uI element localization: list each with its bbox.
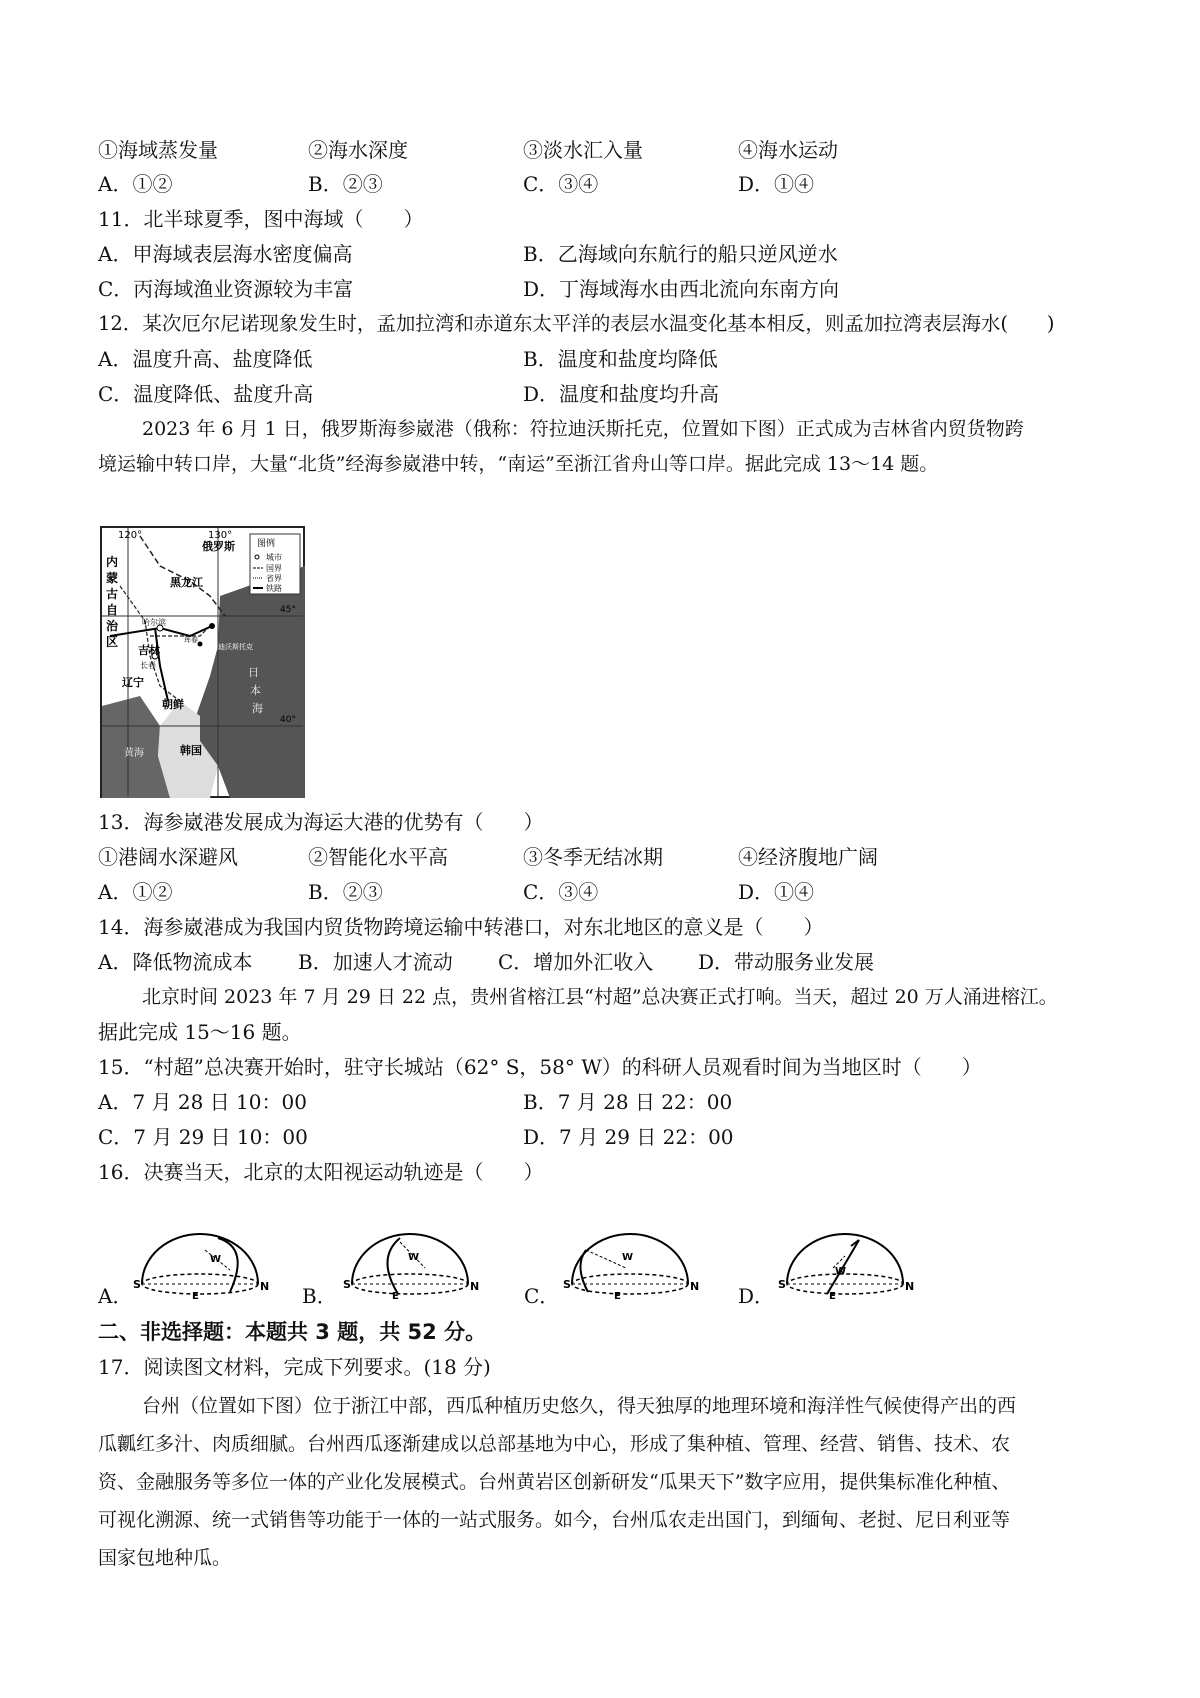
lon-label-130: 130°: [208, 530, 233, 541]
legend-railway: 铁路: [266, 584, 282, 593]
q13-item-3: ③冬季无结冰期: [523, 845, 663, 869]
label-liaoning: 辽宁: [122, 676, 144, 689]
q17-para-line3: 资、金融服务等多位一体的产业化发展模式。台州黄岩区创新研发“瓜果天下”数字应用，提供集标准化种植、: [98, 1471, 1011, 1493]
dir-w-a: W: [210, 1254, 222, 1265]
dir-s-b: S: [343, 1278, 351, 1291]
label-nmg-4: 自: [106, 603, 119, 617]
q10-item-3: ③淡水汇入量: [523, 138, 643, 162]
dir-w-c: W: [622, 1252, 634, 1263]
q12-option-d: D．温度和盐度均升高: [523, 382, 720, 406]
lon-label-120: 120°: [118, 530, 143, 541]
label-korea-s: 韩国: [180, 744, 202, 757]
q17-para-line1: 台州（位置如下图）位于浙江中部，西瓜种植历史悠久，得天独厚的地理环境和海洋性气候使得产出的西: [142, 1395, 1017, 1417]
label-heilongjiang: 黑龙江: [170, 576, 203, 589]
q16-diagram-b: [340, 1228, 480, 1300]
label-changchun: 长春: [140, 661, 156, 670]
q11-option-a: A．甲海域表层海水密度偏高: [98, 242, 353, 266]
q13-item-1: ①港阔水深避风: [98, 845, 238, 869]
q16-diagram-d: [775, 1228, 915, 1300]
legend-title: 图例: [257, 539, 276, 549]
q13-stem: 13．海参崴港发展成为海运大港的优势有（ ）: [98, 810, 544, 834]
q10-option-d: D．①④: [738, 172, 815, 196]
label-sea-1: 日: [248, 666, 259, 679]
q10-option-c: C．③④: [523, 172, 599, 196]
q14-option-b: B．加速人才流动: [298, 950, 453, 974]
label-vladivostok: 符拉迪沃斯托克: [204, 643, 253, 651]
vladivostok-location-map: [100, 526, 305, 798]
q11-option-b: B．乙海域向东航行的船只逆风逆水: [523, 242, 838, 266]
q16-option-a-label: A．: [98, 1284, 133, 1308]
section-2-title: 二、非选择题：本题共 3 题，共 52 分。: [98, 1320, 487, 1344]
q10-item-1: ①海域蒸发量: [98, 138, 218, 162]
label-jilin: 吉林: [138, 644, 160, 657]
dir-e-a: E: [192, 1291, 199, 1300]
q10-option-a: A．①②: [98, 172, 173, 196]
q17-para-line4: 可视化溯源、统一式销售等功能于一体的一站式服务。如今，台州瓜农走出国门，到缅甸、老挝、尼日利亚等: [98, 1509, 1011, 1531]
q16-option-c-label: C．: [524, 1284, 560, 1308]
dir-e-d: E: [829, 1291, 836, 1300]
q16-diagram-c: [560, 1228, 700, 1300]
q13-option-c: C．③④: [523, 880, 599, 904]
dir-s-d: S: [778, 1278, 786, 1291]
legend-border: 国界: [266, 564, 282, 573]
dir-e-b: E: [392, 1291, 399, 1300]
q15-option-b: B．7 月 28 日 22：00: [523, 1090, 733, 1114]
q12-option-b: B．温度和盐度均降低: [523, 347, 718, 371]
q12-option-a: A．温度升高、盐度降低: [98, 347, 313, 371]
q15-option-a: A．7 月 28 日 10：00: [98, 1090, 307, 1114]
q13-item-2: ②智能化水平高: [308, 845, 448, 869]
dir-n-b: N: [470, 1280, 480, 1293]
q17-para-line2: 瓜瓤红多汁、肉质细腻。台州西瓜逐渐建成以总部基地为中心，形成了集种植、管理、经营、销售、技术、农: [98, 1433, 1011, 1455]
q10-item-4: ④海水运动: [738, 138, 838, 162]
q11-option-d: D．丁海域海水由西北流向东南方向: [523, 277, 840, 301]
dir-s-c: S: [563, 1278, 571, 1291]
q12-stem: 12．某次厄尔尼诺现象发生时，孟加拉湾和赤道东太平洋的表层水温变化基本相反，则孟加拉湾表层海水( ): [98, 312, 1055, 335]
label-harbin: 哈尔滨: [142, 618, 166, 627]
q16-stem: 16．决赛当天，北京的太阳视运动轨迹是（ ）: [98, 1160, 544, 1184]
label-nmg-5: 治: [106, 619, 119, 633]
legend-province: 省界: [266, 574, 282, 583]
q14-stem: 14．海参崴港成为我国内贸货物跨境运输中转港口，对东北地区的意义是（ ）: [98, 915, 824, 939]
q16-diagram-a: [130, 1228, 270, 1300]
label-hunchun: 珲春: [184, 636, 198, 644]
label-russia: 俄罗斯: [202, 540, 235, 553]
dir-s-a: S: [133, 1278, 141, 1291]
legend-city: 城市: [266, 553, 282, 562]
passage-15-16-line2: 据此完成 15～16 题。: [98, 1020, 302, 1044]
dir-w-d: W: [835, 1266, 847, 1277]
q11-option-c: C．丙海域渔业资源较为丰富: [98, 277, 354, 301]
passage-15-16-line1: 北京时间 2023 年 7 月 29 日 22 点，贵州省榕江县“村超”总决赛正式打响。当天，超过 20 万人涌进榕江。: [142, 986, 1058, 1008]
label-korea-n: 朝鲜: [162, 698, 184, 711]
q14-option-c: C．增加外汇收入: [498, 950, 654, 974]
dir-e-c: E: [614, 1291, 621, 1300]
label-nmg-6: 区: [106, 635, 119, 649]
lat-label-40: 40°: [280, 715, 296, 725]
q15-option-d: D．7 月 29 日 22：00: [523, 1125, 734, 1149]
dir-n-a: N: [260, 1280, 270, 1293]
label-nmg-2: 蒙: [106, 571, 119, 585]
q14-option-a: A．降低物流成本: [98, 950, 253, 974]
passage-13-14-line1: 2023 年 6 月 1 日，俄罗斯海参崴港（俄称：符拉迪沃斯托克，位置如下图）正式成为吉林省内贸货物跨: [142, 418, 1024, 440]
q10-item-2: ②海水深度: [308, 138, 408, 162]
dir-w-b: W: [408, 1252, 420, 1263]
q12-option-c: C．温度降低、盐度升高: [98, 382, 314, 406]
q16-option-b-label: B．: [302, 1284, 337, 1308]
q11-stem: 11．北半球夏季，图中海域（ ）: [98, 207, 424, 231]
dir-n-c: N: [690, 1280, 700, 1293]
label-nmg-1: 内: [106, 555, 119, 569]
label-sea-3: 海: [252, 702, 263, 715]
q13-option-a: A．①②: [98, 880, 173, 904]
label-sea-2: 本: [250, 684, 261, 697]
q15-stem: 15．“村超”总决赛开始时，驻守长城站（62° S，58° W）的科研人员观看时间为当地区时（ ）: [98, 1055, 982, 1079]
lat-label-45: 45°: [280, 605, 296, 615]
q14-option-d: D．带动服务业发展: [698, 950, 875, 974]
q13-option-b: B．②③: [308, 880, 383, 904]
q13-option-d: D．①④: [738, 880, 815, 904]
passage-13-14-line2: 境运输中转口岸，大量“北货”经海参崴港中转，“南运”至浙江省舟山等口岸。据此完成 13～14 题。: [98, 453, 939, 475]
q17-stem: 17．阅读图文材料，完成下列要求。(18 分): [98, 1355, 491, 1379]
dir-n-d: N: [905, 1280, 915, 1293]
label-nmg-3: 古: [106, 587, 119, 601]
q17-para-line5: 国家包地种瓜。: [98, 1547, 232, 1569]
q10-option-b: B．②③: [308, 172, 383, 196]
q15-option-c: C．7 月 29 日 10：00: [98, 1125, 308, 1149]
q16-option-d-label: D．: [738, 1284, 775, 1308]
label-yellow-sea: 黄海: [124, 748, 144, 759]
q13-item-4: ④经济腹地广阔: [738, 845, 878, 869]
